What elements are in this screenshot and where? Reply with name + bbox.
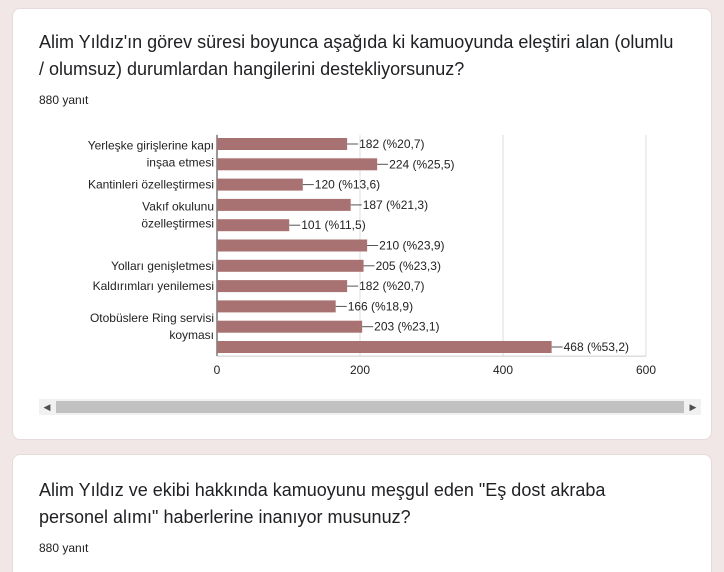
scroll-thumb[interactable] bbox=[56, 401, 684, 413]
bar-chart bbox=[25, 133, 701, 387]
x-tick-label: 600 bbox=[635, 363, 657, 378]
category-label: inşaa etmesi bbox=[146, 155, 214, 170]
scroll-right-icon[interactable]: ▶ bbox=[689, 402, 697, 412]
data-label: 203 (%23,1) bbox=[374, 319, 440, 334]
category-label: Yerleşke girişlerine kapı bbox=[87, 138, 214, 153]
bar bbox=[217, 321, 362, 333]
bar bbox=[217, 138, 347, 150]
question-card-1 bbox=[12, 8, 712, 440]
category-label: Yolları genişletmesi bbox=[111, 258, 214, 273]
bar bbox=[217, 179, 303, 191]
question-title: Alim Yıldız ve ekibi hakkında kamuoyunu meşgul eden "Eş dost akraba personel alımı" haberlerine inanıyor musunuz? bbox=[39, 480, 606, 527]
bar bbox=[217, 219, 289, 231]
data-label: 224 (%25,5) bbox=[389, 157, 455, 172]
bar bbox=[217, 158, 377, 170]
data-label: 166 (%18,9) bbox=[347, 299, 414, 314]
data-label: 182 (%20,7) bbox=[359, 137, 425, 151]
category-label: koyması bbox=[169, 328, 214, 343]
x-tick-label: 200 bbox=[349, 363, 371, 378]
category-label: Kantinleri özelleştirmesi bbox=[87, 177, 214, 192]
data-label: 210 (%23,9) bbox=[379, 238, 445, 253]
scroll-left-icon[interactable]: ◀ bbox=[43, 402, 51, 412]
question-title: Alim Yıldız'ın görev süresi boyunca aşağıda ki kamuoyunda eleştiri alan (olumlu / olumsuz) durumlardan hangilerini destekliyorsunuz? bbox=[39, 32, 674, 79]
category-label: Otobüslere Ring servisi bbox=[89, 311, 214, 326]
data-label: 187 (%21,3) bbox=[362, 197, 429, 212]
category-label: Kaldırımları yenilemesi bbox=[92, 279, 214, 294]
data-label: 101 (%11,5) bbox=[301, 218, 366, 233]
bar bbox=[217, 300, 336, 312]
bar bbox=[217, 260, 364, 272]
x-tick-label: 0 bbox=[213, 363, 221, 378]
question-card-2 bbox=[12, 454, 712, 572]
data-label: 205 (%23,3) bbox=[375, 258, 441, 273]
data-label: 468 (%53,2) bbox=[563, 340, 629, 354]
bar bbox=[217, 199, 351, 211]
chart-viewport bbox=[25, 133, 701, 387]
x-tick-label: 400 bbox=[492, 363, 514, 378]
bar bbox=[217, 240, 367, 252]
response-count: 880 yanıt bbox=[39, 93, 89, 107]
category-label: özelleştirmesi bbox=[141, 216, 214, 231]
horizontal-scrollbar[interactable] bbox=[39, 399, 701, 415]
bar bbox=[217, 280, 347, 292]
category-label: Vakıf okulunu bbox=[142, 199, 214, 214]
data-label: 120 (%13,6) bbox=[314, 177, 381, 192]
response-count: 880 yanıt bbox=[39, 541, 89, 555]
data-label: 182 (%20,7) bbox=[359, 279, 425, 294]
bar bbox=[217, 341, 552, 353]
